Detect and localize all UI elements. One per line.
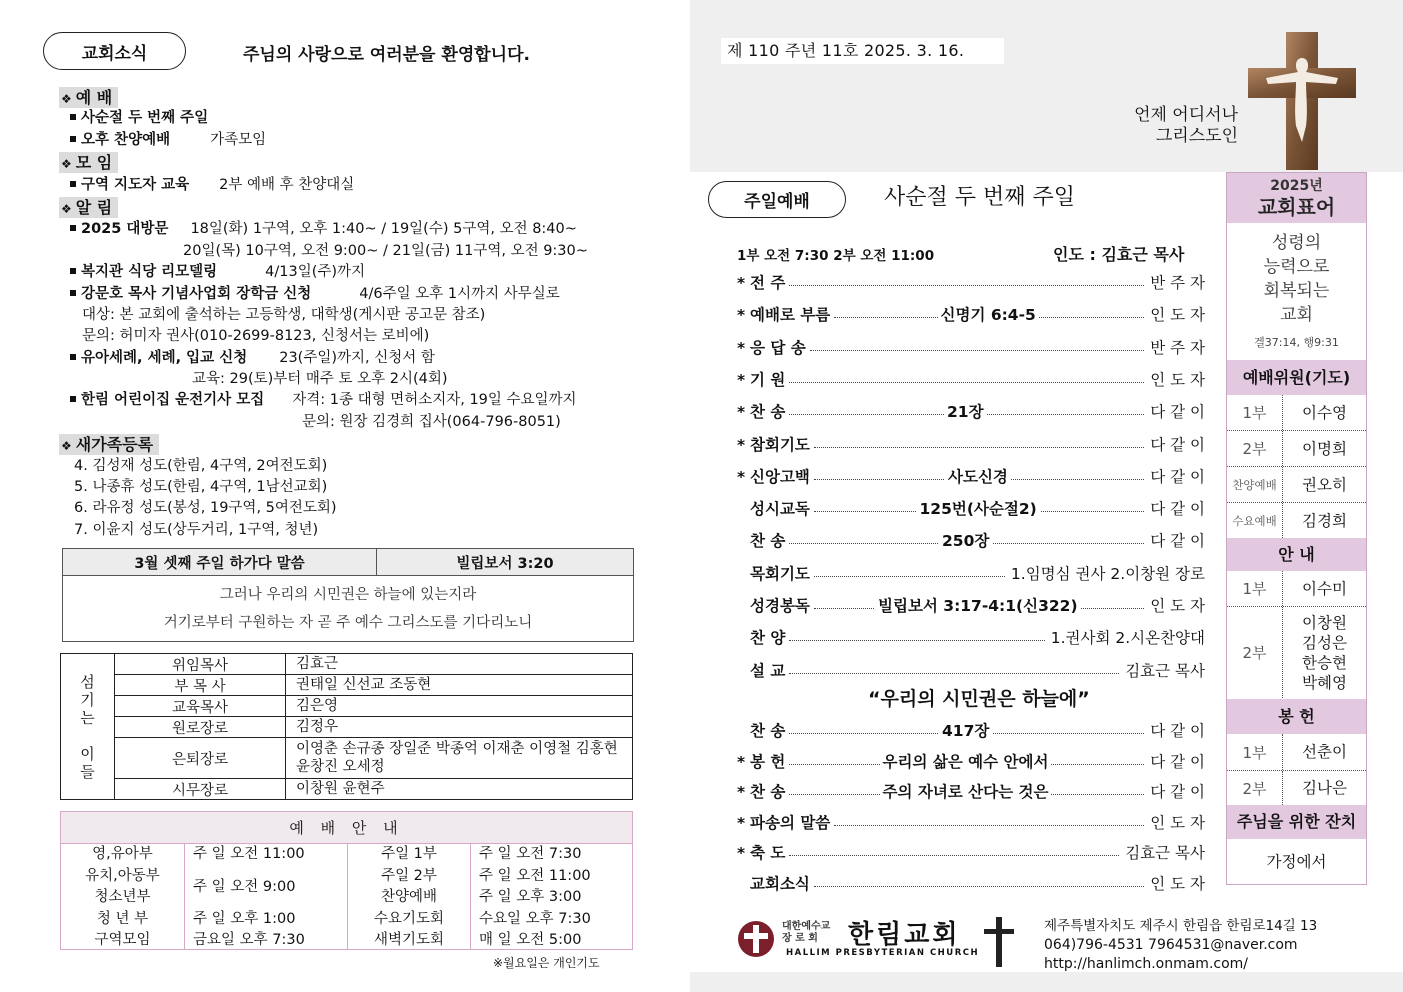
worship-leader: 인도 : 김효근 목사 — [1053, 245, 1185, 264]
list-item-detail: 문의: 원장 김경희 집사(064-796-8051) — [302, 414, 561, 430]
small-cross-icon — [982, 917, 1016, 967]
table-row: 원로장로 김정우 — [115, 717, 632, 738]
bullet-icon — [70, 290, 76, 296]
order-row — [737, 780, 1205, 804]
order-item-name: 신앙고백 — [750, 467, 810, 486]
order-item-name: 찬 송 — [750, 403, 786, 422]
sidebar-row: 2부 이창원 김성은 한승현 박혜영 — [1227, 607, 1366, 698]
table-row: 은퇴장로 이영춘 손규종 장일준 박종억 이재춘 이영철 김홍현 윤창진 오세정 — [115, 738, 632, 779]
list-item: 5. 나종휴 성도(한림, 4구역, 1남선교회) — [74, 479, 328, 495]
list-item: 6. 라유정 성도(봉성, 19구역, 5여전도회) — [74, 500, 337, 516]
order-row — [737, 626, 1205, 650]
order-item-name: 기 원 — [750, 370, 786, 389]
order-item-content: 주의 자녀로 산다는 것은 — [880, 780, 1052, 804]
order-row — [737, 594, 1205, 618]
church-news-badge: 교회소식 — [43, 32, 186, 70]
sidebar-feast-header: 주님을 위한 잔치 — [1227, 805, 1366, 839]
order-item-person: 김효근 목사 — [1121, 659, 1205, 683]
order-item-person: 다 같 이 — [1146, 465, 1205, 489]
order-item-content: 우리의 삶은 예수 안에서 — [880, 750, 1052, 774]
order-item-person: 다 같 이 — [1146, 719, 1205, 743]
order-item-person: 인 도 자 — [1146, 303, 1205, 327]
order-item-person: 반 주 자 — [1146, 336, 1205, 360]
order-item-content: 250장 — [939, 529, 992, 553]
dotted-leader — [789, 855, 1119, 856]
standing-mark: * — [737, 467, 746, 486]
verse-reference: 빌립보서 3:20 — [377, 549, 634, 576]
order-item-person: 인 도 자 — [1146, 594, 1205, 618]
order-item-content: 125번(사순절2) — [917, 497, 1040, 521]
church-contact: 064)796-4531 7964531@naver.com — [1044, 937, 1298, 953]
worship-guide-col-dept: 영,유아부 유치,아동부 청소년부 청 년 부 구역모임 — [61, 844, 185, 949]
standing-mark: * — [737, 274, 746, 292]
order-item-name: 찬 양 — [750, 629, 786, 648]
order-row — [737, 872, 1205, 896]
dotted-leader — [814, 576, 1005, 577]
order-row — [737, 562, 1205, 586]
bullet-icon — [70, 354, 76, 360]
bullet-icon — [70, 114, 76, 120]
order-row — [737, 433, 1205, 457]
order-item-person: 인 도 자 — [1146, 811, 1205, 835]
order-item-person: 다 같 이 — [1146, 750, 1205, 774]
church-url[interactable]: http://hanlimch.onmam.com/ — [1044, 956, 1249, 972]
order-item-person: 다 같 이 — [1146, 400, 1205, 424]
sidebar-row: 2부 이명희 — [1227, 431, 1366, 467]
list-item-detail: 20일(목) 10구역, 오전 9:00~ / 21일(금) 11구역, 오전 9:30~ — [183, 243, 588, 259]
sidebar-row: 1부 이수미 — [1227, 571, 1366, 607]
sidebar — [1226, 172, 1367, 885]
order-item-name: 설 교 — [750, 661, 786, 680]
order-item-content: 21장 — [944, 400, 987, 424]
service-times: 1부 오전 7:30 2부 오전 11:00 — [737, 248, 935, 264]
order-item-name: 찬 송 — [750, 722, 786, 740]
newfamily-section-header: ❖ 새가족등록 — [59, 434, 159, 455]
standing-mark: * — [737, 306, 746, 325]
order-item-name: 예배로 부름 — [750, 306, 831, 325]
sidebar-row: 1부 선춘이 — [1227, 734, 1366, 771]
list-item: 사순절 두 번째 주일 — [70, 108, 208, 128]
order-item-person: 인 도 자 — [1146, 872, 1205, 896]
sidebar-feast-value: 가정에서 — [1266, 853, 1327, 871]
logo-church-name: 한림교회 — [848, 920, 961, 950]
servants-table — [60, 653, 633, 800]
order-item-name: 응 답 송 — [750, 338, 806, 357]
worship-title: 사순절 두 번째 주일 — [884, 185, 1075, 210]
footer-band — [690, 972, 1403, 992]
order-row — [737, 497, 1205, 521]
notice-section-header: ❖ 알 림 — [59, 197, 118, 218]
sidebar-prayer-header: 예배위원(기도) — [1227, 360, 1366, 395]
standing-mark: * — [737, 844, 746, 862]
order-item-person: 다 같 이 — [1146, 433, 1205, 457]
sidebar-row: 수요예배 김경희 — [1227, 503, 1366, 538]
order-row — [737, 271, 1205, 295]
church-address: 제주특별자치도 제주시 한림읍 한림로14길 13 — [1044, 918, 1318, 934]
standing-mark: * — [737, 403, 746, 422]
standing-mark: * — [737, 338, 746, 357]
table-row: 위임목사 김효근 — [115, 654, 632, 675]
order-item-name: 교회소식 — [750, 874, 810, 893]
order-item-name: 참회기도 — [750, 435, 810, 454]
table-row: 시무장로 이창원 윤현주 — [115, 779, 632, 799]
worship-guide-col-service: 주일 1부 주일 2부 찬양예배 수요기도회 새벽기도회 — [348, 844, 471, 949]
cross-icon — [1246, 32, 1358, 170]
order-item-person: 다 같 이 — [1146, 780, 1205, 804]
sidebar-row: 1부 이수영 — [1227, 395, 1366, 431]
order-item-name: 전 주 — [750, 274, 786, 292]
diamond-icon: ❖ — [61, 92, 72, 106]
list-item: 한림 어린이집 운전기사 모집 자격: 1종 대형 면허소지자, 19일 수요일까지 — [70, 390, 577, 410]
order-item-content: 빌립보서 3:17-4:1(신322) — [875, 594, 1081, 618]
list-item-detail: 교육: 29(토)부터 매주 토 오후 2시(4회) — [192, 371, 448, 387]
list-item: 유아세례, 세례, 입교 신청 23(주일)까지, 신청서 함 — [70, 348, 435, 368]
order-row — [737, 719, 1205, 743]
order-row — [737, 750, 1205, 774]
diamond-icon: ❖ — [61, 202, 72, 216]
dotted-leader — [834, 825, 1144, 826]
standing-mark: * — [737, 813, 746, 832]
worship-guide-table — [60, 811, 633, 950]
order-item-person: 인 도 자 — [1146, 368, 1205, 392]
sidebar-row: 찬양예배 권오히 — [1227, 467, 1366, 503]
order-item-person: 1.임명심 권사 2.이창원 장로 — [1007, 562, 1205, 586]
worship-guide-note: ※월요일은 개인기도 — [493, 956, 600, 970]
meeting-section-header: ❖ 모 임 — [59, 152, 118, 173]
logo-denomination: 대한예수교 장 로 회 — [782, 921, 831, 944]
bullet-icon — [70, 181, 76, 187]
list-item: 4. 김성재 성도(한림, 4구역, 2여전도회) — [74, 458, 328, 474]
order-row — [737, 303, 1205, 327]
list-item: 강문호 목사 기념사업회 장학금 신청 4/6주일 오후 1시까지 사무실로 — [70, 284, 560, 304]
logo-english-name: HALLIM PRESBYTERIAN CHURCH — [786, 948, 980, 958]
order-row — [737, 336, 1205, 360]
bullet-icon — [70, 268, 76, 274]
order-row — [737, 465, 1205, 489]
worship-guide-title: 예 배 안 내 — [61, 812, 632, 844]
list-item-detail: 대상: 본 교회에 출석하는 고등학생, 대학생(게시판 공고문 참조) — [82, 307, 486, 323]
order-item-person: 김효근 목사 — [1121, 841, 1205, 865]
order-row — [737, 659, 1205, 683]
sidebar-motto-text: 성령의 능력으로 회복되는 교회 — [1263, 233, 1330, 325]
sidebar-row: 2부 김나은 — [1227, 771, 1366, 805]
bullet-icon — [70, 396, 76, 402]
order-item-name: 찬 송 — [750, 783, 786, 801]
table-row: 교육목사 김은영 — [115, 696, 632, 717]
list-item-detail: 문의: 허미자 권사(010-2699-8123, 신청서는 로비에) — [82, 328, 430, 344]
sunday-worship-badge: 주일예배 — [708, 181, 846, 218]
order-item-name: 축 도 — [750, 844, 786, 862]
list-item: 구역 지도자 교육 2부 예배 후 찬양대실 — [70, 175, 354, 195]
order-item-name: 성시교독 — [750, 500, 810, 519]
bullet-icon — [70, 225, 76, 231]
order-item-person: 1.권사회 2.시온찬양대 — [1047, 626, 1205, 650]
order-row — [737, 529, 1205, 553]
order-item-name: 성경봉독 — [750, 597, 810, 615]
standing-mark: * — [737, 370, 746, 389]
dotted-leader — [810, 350, 1144, 351]
standing-mark: * — [737, 783, 746, 801]
church-contact-info — [1044, 917, 1317, 974]
sidebar-guide-header: 안 내 — [1227, 538, 1366, 571]
issue-info: 제 110 주년 11호 2025. 3. 16. — [721, 38, 1004, 64]
sidebar-offering-header: 봉 헌 — [1227, 699, 1366, 734]
list-item: 복지관 식당 리모델링 4/13일(주)까지 — [70, 262, 365, 282]
dotted-leader — [789, 673, 1119, 674]
dotted-leader — [814, 886, 1144, 887]
sidebar-motto-header: 2025년 교회표어 — [1227, 173, 1366, 223]
order-item-person: 다 같 이 — [1146, 529, 1205, 553]
worship-guide-col-service-time: 주 일 오전 7:30 주 일 오전 11:00 주 일 오후 3:00 수요일 오후 7:30 매 일 오전 5:00 — [479, 846, 591, 948]
verse-table — [62, 548, 634, 642]
order-row — [737, 368, 1205, 392]
church-logo-icon — [736, 919, 776, 959]
dotted-leader — [814, 447, 1144, 448]
table-row: 부 목 사 권태일 신선교 조동현 — [115, 675, 632, 696]
standing-mark: * — [737, 435, 746, 454]
list-item: 오후 찬양예배 가족모임 — [70, 130, 266, 150]
order-row — [737, 400, 1205, 424]
standing-mark: * — [737, 752, 746, 771]
bullet-icon — [70, 136, 76, 142]
order-item-content: 417장 — [939, 719, 992, 743]
order-item-name: 찬 송 — [750, 532, 786, 551]
order-item-name: 봉 헌 — [750, 752, 786, 771]
welcome-text: 주님의 사랑으로 여러분을 환영합니다. — [243, 45, 530, 65]
order-row — [737, 811, 1205, 835]
worship-section-header: ❖ 예 배 — [59, 87, 118, 108]
servants-side-label: 섬 기 는 이 들 — [61, 654, 115, 799]
order-item-content: 신명기 6:4-5 — [938, 303, 1039, 327]
list-item: 2025 대방문 18일(화) 1구역, 오후 1:40~ / 19일(수) 5구역, 오전 8:40~ — [70, 219, 577, 239]
verse-text: 그러나 우리의 시민권은 하늘에 있는지라 거기로부터 구원하는 자 곧 주 예수 그리스도를 기다리노니 — [63, 576, 634, 642]
order-item-content: 사도신경 — [945, 465, 1011, 489]
dotted-leader — [789, 285, 1144, 286]
diamond-icon: ❖ — [61, 439, 72, 453]
order-item-person: 다 같 이 — [1146, 497, 1205, 521]
church-motto: 언제 어디서나 그리스도인 — [1134, 105, 1238, 146]
order-row — [737, 841, 1205, 865]
order-item-person: 반 주 자 — [1146, 271, 1205, 295]
order-item-name: 목회기도 — [750, 564, 810, 583]
order-item-name: 파송의 말씀 — [750, 813, 831, 832]
worship-guide-col-time: 주 일 오전 11:00 주 일 오전 9:00 주 일 오후 1:00 금요일 오후 7:30 — [185, 844, 348, 949]
sidebar-motto-reference: 겔37:14, 행9:31 — [1254, 336, 1339, 349]
verse-heading: 3월 셋째 주일 하가다 말씀 — [63, 549, 377, 576]
dotted-leader — [789, 382, 1144, 383]
sermon-title: “우리의 시민권은 하늘에” — [868, 688, 1090, 710]
list-item: 7. 이윤지 성도(상두거리, 1구역, 청년) — [74, 522, 319, 538]
diamond-icon: ❖ — [61, 157, 72, 171]
dotted-leader — [789, 640, 1045, 641]
